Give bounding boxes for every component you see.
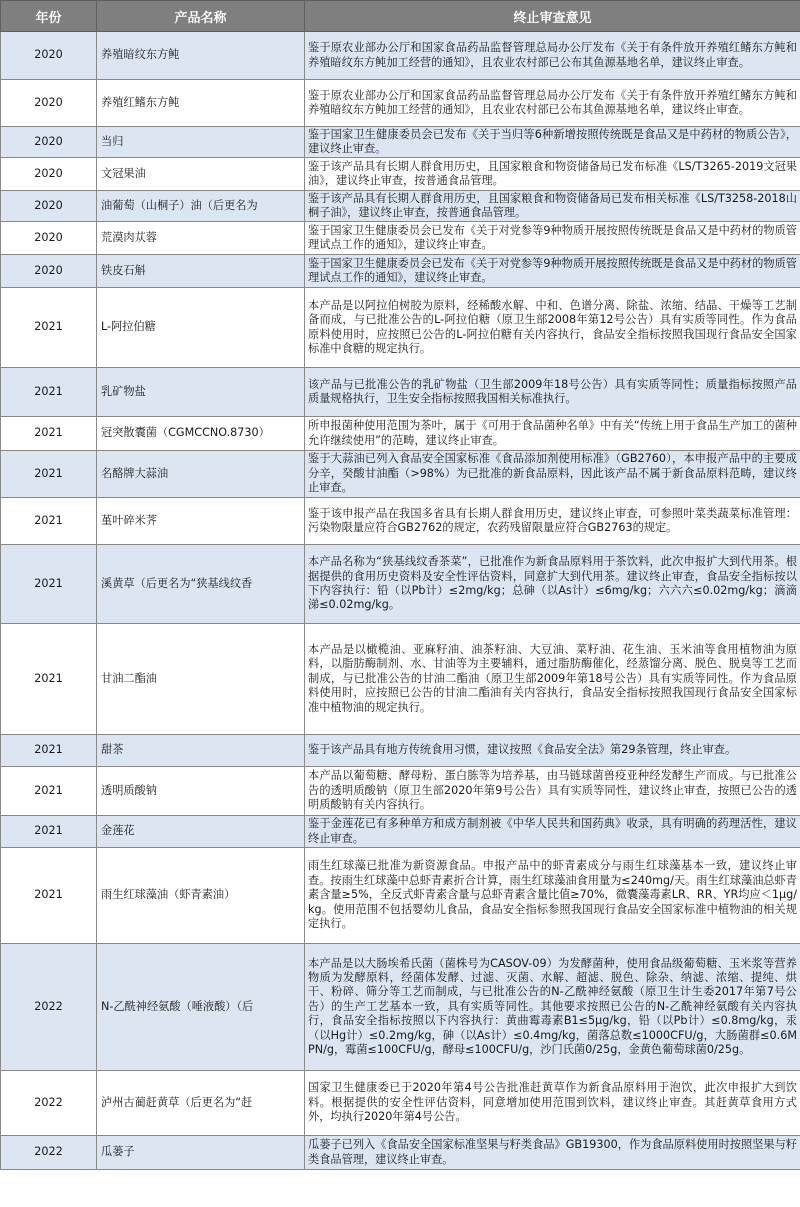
product-name-cell: N-乙酰神经氨酸（唾液酸）（后: [97, 944, 305, 1071]
year-cell: 2021: [1, 545, 97, 624]
year-cell: 2021: [1, 417, 97, 451]
table-row: [1, 80, 800, 127]
product-name-cell: 堇叶碎米荠: [97, 498, 305, 545]
year-cell: 2022: [1, 944, 97, 1071]
table-row: [1, 451, 800, 498]
product-name-cell: 油葡萄（山桐子）油（后更名为: [97, 191, 305, 222]
opinion-cell: 瓜蒌子已列入《食品安全国家标准坚果与籽类食品》GB19300，作为食品原料使用时按照坚果与籽类食品管理，建议终止审查。: [305, 1136, 800, 1170]
table-row: [1, 498, 800, 545]
year-cell: 2021: [1, 767, 97, 816]
product-name-cell: 铁皮石斛: [97, 255, 305, 288]
header-row: [1, 1, 800, 32]
opinion-cell: 雨生红球藻已批准为新资源食品。申报产品中的虾青素成分与雨生红球藻基本一致，建议终止审查。按雨生红球藻中总虾青素折合计算，雨生红球藻油食用量为≤240mg/天。雨生红球藻油总虾青素含量≥5%，全反式虾青素含量与总虾青素含量比值≥70%，微囊藻毒素LR、RR、YR均应＜1μg/kg。使用范围不包括婴幼儿食品，食品安全指标参照我国现行食品安全国家标准中植物油的相关规定执行。: [305, 848, 800, 944]
opinion-cell: 本产品是以阿拉伯树胶为原料，经稀酸水解、中和、色谱分离、除盐、浓缩、结晶、干燥等工艺制备而成，与已批准公告的L-阿拉伯糖（原卫生部2008年第12号公告）具有实质等同性。作为食品原料使用时，应按照已公告的L-阿拉伯糖有关内容执行，食品安全指标按照我国现行食品安全国家标准中食糖的规定执行。: [305, 288, 800, 368]
product-name-cell: L-阿拉伯糖: [97, 288, 305, 368]
opinion-cell: 鉴于国家卫生健康委员会已发布《关于对党参等9种物质开展按照传统既是食品又是中药材的物质管理试点工作的通知》，建议终止审查。: [305, 222, 800, 255]
opinion-cell: 鉴于原农业部办公厅和国家食品药品监督管理总局办公厅发布《关于有条件放开养殖红鳍东方鲀和养殖暗纹东方鲀加工经营的通知》，且农业农村部已公布其鱼源基地名单，建议终止审查。: [305, 32, 800, 80]
year-cell: 2020: [1, 127, 97, 158]
opinion-cell: 本产品是以大肠埃希氏菌（菌株号为CASOV-09）为发酵菌种，使用食品级葡萄糖、玉米浆等营养物质为发酵原料，经菌体发酵、过滤、灭菌、水解、超滤、脱色、除杂、纳滤、浓缩、提纯、烘干、粉碎、筛分等工艺而制成，与已批准公告的N-乙酰神经氨酸（原卫生计生委2017年第7号公告）的生产工艺基本一致，具有实质等同性。其他要求按照已公告的N-乙酰神经氨酸有关内容执行，食品安全指标按照以下内容执行：黄曲霉毒素B1≤5μg/kg，铅（以Pb计）≤0.8mg/kg，汞（以Hg计）≤0.2mg/kg，砷（以As计）≤0.4mg/kg，菌落总数≤1000CFU/g，大肠菌群≤0.6MPN/g，霉菌≤100CFU/g，酵母≤100CFU/g，沙门氏菌0/25g，金黄色葡萄球菌0/25g。: [305, 944, 800, 1071]
table-row: [1, 848, 800, 944]
opinion-cell: 鉴于大蒜油已列入食品安全国家标准《食品添加剂使用标准》（GB2760），本申报产品中的主要成分辛，癸酸甘油酯（>98%）为已批准的新食品原料，因此该产品不属于新食品原料范畴，建议终止审查。: [305, 451, 800, 498]
table-row: [1, 158, 800, 191]
product-name-cell: 甘油二酯油: [97, 624, 305, 735]
product-name-cell: 甜茶: [97, 735, 305, 767]
table-row: [1, 735, 800, 767]
table-row: [1, 368, 800, 417]
year-cell: 2021: [1, 498, 97, 545]
product-name-cell: 当归: [97, 127, 305, 158]
year-cell: 2020: [1, 222, 97, 255]
opinion-cell: 本产品名称为“狭基线纹香茶菜”，已批准作为新食品原料用于茶饮料，此次申报扩大到代用茶。根据提供的食用历史资料及安全性评估资料，同意扩大到代用茶。建议终止审查，食品安全指标按以下内容执行：铅（以Pb计）≤2mg/kg；总砷（以As计）≤6mg/kg；六六六≤0.02mg/kg；滴滴涕≤0.02mg/kg。: [305, 545, 800, 624]
table-row: [1, 624, 800, 735]
opinion-cell: 国家卫生健康委已于2020年第4号公告批准赶黄草作为新食品原料用于泡饮，此次申报扩大到饮料。根据提供的安全性评估资料，同意增加使用范围到饮料，建议终止审查。其赶黄草食用方式外，均执行2020年第4号公告。: [305, 1071, 800, 1136]
product-name-cell: 冠突散囊菌（CGMCCNO.8730）: [97, 417, 305, 451]
header-product-name: 产品名称: [97, 1, 305, 32]
year-cell: 2020: [1, 32, 97, 80]
year-cell: 2020: [1, 191, 97, 222]
table-row: [1, 816, 800, 848]
product-name-cell: 瓜蒌子: [97, 1136, 305, 1170]
opinion-cell: 本产品以葡萄糖、酵母粉、蛋白胨等为培养基，由马链球菌兽疫亚种经发酵生产而成。与已批准公告的透明质酸钠（原卫生部2020年第9号公告）具有实质等同性，建议终止审查，按照已公告的透明质酸钠有关内容执行。: [305, 767, 800, 816]
opinion-cell: 鉴于该产品具有长期人群食用历史，且国家粮食和物资储备局已发布相关标准《LS/T3258-2018山桐子油》，建议终止审查，按普通食品管理。: [305, 191, 800, 222]
year-cell: 2020: [1, 80, 97, 127]
header-year: 年份: [1, 1, 97, 32]
year-cell: 2020: [1, 255, 97, 288]
opinion-cell: 鉴于原农业部办公厅和国家食品药品监督管理总局办公厅发布《关于有条件放开养殖红鳍东方鲀和养殖暗纹东方鲀加工经营的通知》，且农业农村部已公布其鱼源基地名单，建议终止审查。: [305, 80, 800, 127]
opinion-cell: 鉴于该申报产品在我国多省具有长期人群食用历史，建议终止审查，可参照叶菜类蔬菜标准管理：污染物限量应符合GB2762的规定，农药残留限量应符合GB2763的规定。: [305, 498, 800, 545]
year-cell: 2021: [1, 735, 97, 767]
product-name-cell: 溪黄草（后更名为“狭基线纹香: [97, 545, 305, 624]
table-row: [1, 32, 800, 80]
year-cell: 2021: [1, 816, 97, 848]
product-name-cell: 养殖红鳍东方鲀: [97, 80, 305, 127]
year-cell: 2021: [1, 451, 97, 498]
table-row: [1, 944, 800, 1071]
year-cell: 2021: [1, 368, 97, 417]
product-name-cell: 养殖暗纹东方鲀: [97, 32, 305, 80]
product-name-cell: 金莲花: [97, 816, 305, 848]
opinion-cell: 鉴于国家卫生健康委员会已发布《关于对党参等9种物质开展按照传统既是食品又是中药材的物质管理试点工作的通知》，建议终止审查。: [305, 255, 800, 288]
product-name-cell: 透明质酸钠: [97, 767, 305, 816]
table-row: [1, 127, 800, 158]
table-row: [1, 545, 800, 624]
product-name-cell: 名酪牌大蒜油: [97, 451, 305, 498]
table-row: [1, 1071, 800, 1136]
year-cell: 2020: [1, 158, 97, 191]
table-row: [1, 288, 800, 368]
year-cell: 2021: [1, 288, 97, 368]
year-cell: 2022: [1, 1071, 97, 1136]
opinion-cell: 该产品与已批准公告的乳矿物盐（卫生部2009年18号公告）具有实质等同性；质量指标按照产品质量规格执行，卫生安全指标按照我国相关标准执行。: [305, 368, 800, 417]
product-name-cell: 文冠果油: [97, 158, 305, 191]
table-row: [1, 255, 800, 288]
table-row: [1, 767, 800, 816]
product-name-cell: 乳矿物盐: [97, 368, 305, 417]
table-row: [1, 222, 800, 255]
product-name-cell: 泸州古蔺赶黄草（后更名为“赶: [97, 1071, 305, 1136]
opinion-cell: 鉴于该产品具有长期人群食用历史，且国家粮食和物资储备局已发布标准《LS/T3265-2019文冠果油》，建议终止审查，按普通食品管理。: [305, 158, 800, 191]
opinion-cell: 鉴于该产品具有地方传统食用习惯，建议按照《食品安全法》第29条管理，终止审查。: [305, 735, 800, 767]
opinion-cell: 所申报菌种使用范围为茶叶，属于《可用于食品菌种名单》中有关“传统上用于食品生产加工的菌种允许继续使用”的范畴，建议终止审查。: [305, 417, 800, 451]
product-name-cell: 荒漠肉苁蓉: [97, 222, 305, 255]
header-opinion: 终止审查意见: [305, 1, 800, 32]
product-name-cell: 雨生红球藻油（虾青素油）: [97, 848, 305, 944]
opinion-cell: 鉴于金莲花已有多种单方和成方制剂被《中华人民共和国药典》收录，具有明确的药理活性，建议终止审查。: [305, 816, 800, 848]
year-cell: 2022: [1, 1136, 97, 1170]
table-row: [1, 191, 800, 222]
opinion-cell: 本产品是以橄榄油、亚麻籽油、油茶籽油、大豆油、菜籽油、花生油、玉米油等食用植物油为原料，以脂肪酶制剂、水、甘油等为主要辅料，通过脂肪酶催化，经蒸馏分离、脱色、脱臭等工艺而制成，与已批准公告的甘油二酯油（原卫生部2009年第18号公告）具有实质等同性。作为食品原料使用时，应按照已公告的甘油二酯油有关内容执行，食品安全指标按照我国现行食品安全国家标准中植物油的规定执行。: [305, 624, 800, 735]
year-cell: 2021: [1, 624, 97, 735]
table-row: [1, 417, 800, 451]
year-cell: 2021: [1, 848, 97, 944]
table-row: [1, 1136, 800, 1170]
opinion-cell: 鉴于国家卫生健康委员会已发布《关于当归等6种新增按照传统既是食品又是中药材的物质公告》，建议终止审查。: [305, 127, 800, 158]
